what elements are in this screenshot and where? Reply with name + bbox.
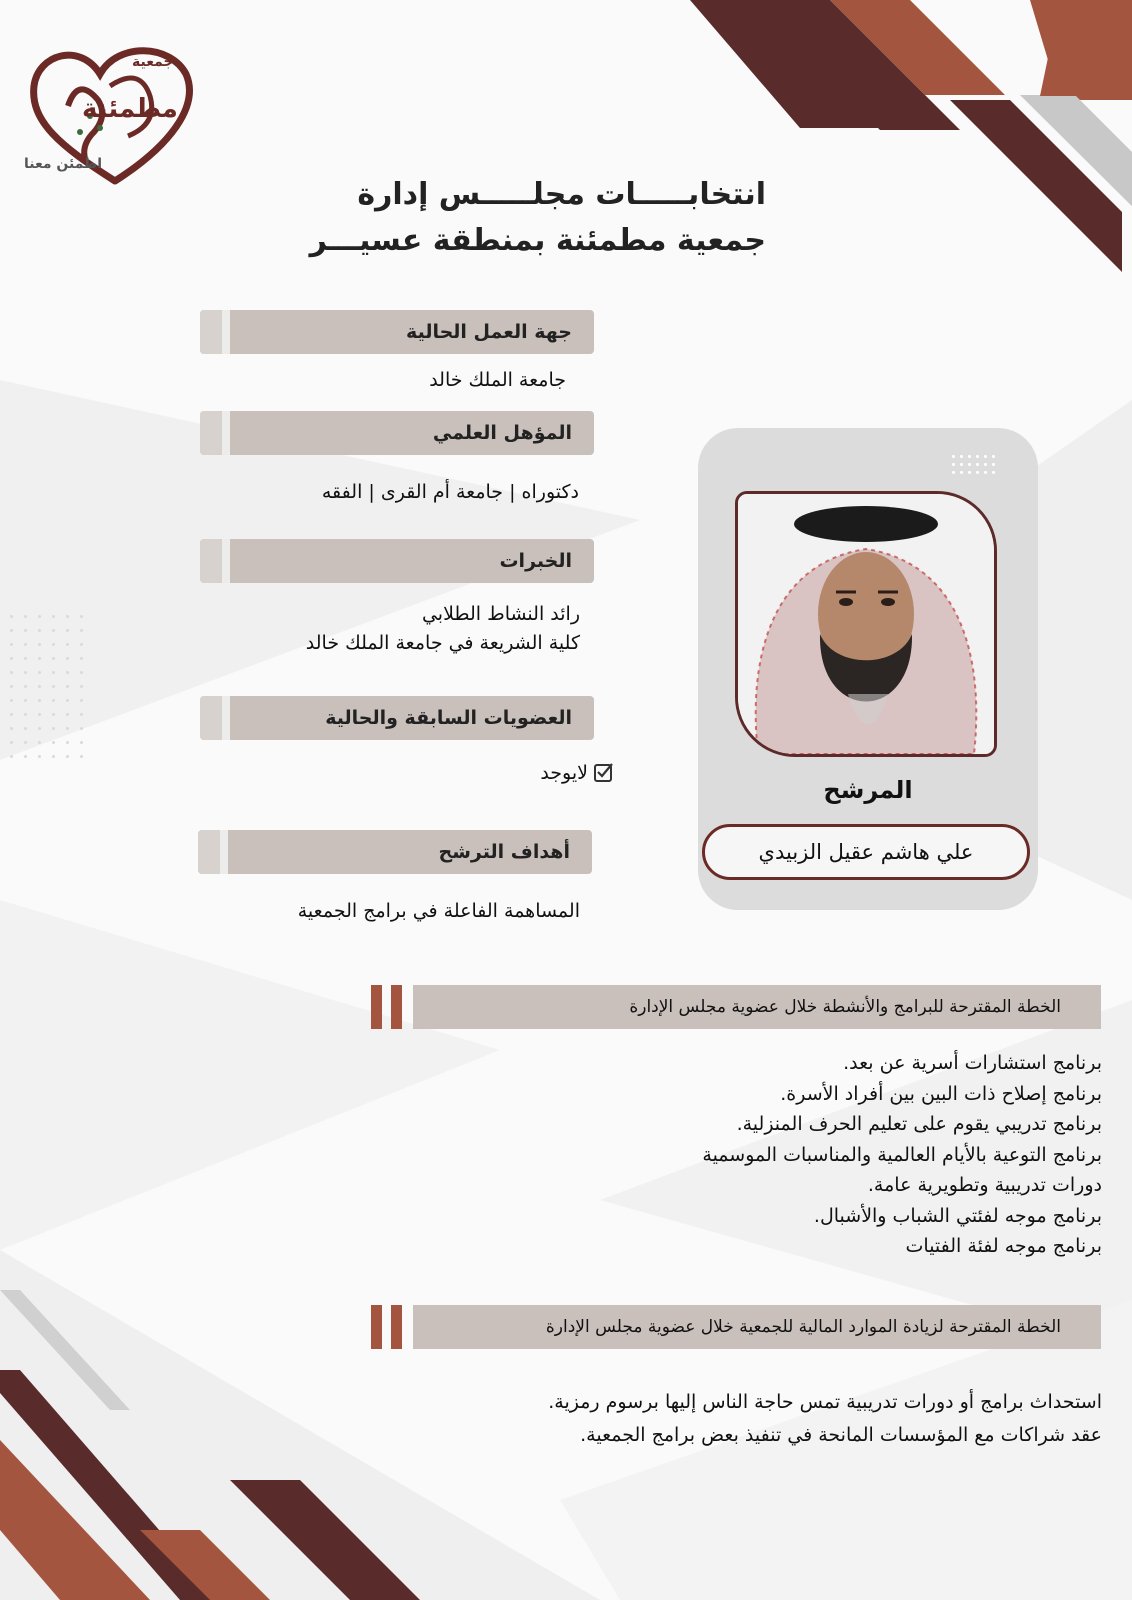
memberships-value — [540, 762, 612, 784]
candidate-name: علي هاشم عقيل الزبيدي — [702, 824, 1030, 880]
page-title-line1: انتخابـــــات مجلـــــس إدارة — [357, 177, 766, 212]
plan-finance-marker-2 — [391, 1305, 402, 1349]
qualification-value: دكتوراه | جامعة أم القرى | الفقه — [321, 481, 579, 503]
candidate-photo — [735, 491, 997, 757]
plan-programs-marker-1 — [371, 985, 382, 1029]
list-item: برنامج تدريبي يقوم على تعليم الحرف المنزلية. — [736, 1113, 1102, 1135]
plan-programs-marker-2 — [391, 985, 402, 1029]
employer-value: جامعة الملك خالد — [429, 369, 566, 391]
section-memberships-label: العضويات السابقة والحالية — [325, 707, 572, 729]
plan-programs-list — [702, 1048, 1102, 1262]
list-item: برنامج موجه لفئتي الشباب والأشبال. — [813, 1204, 1102, 1227]
plan-finance-label: الخطة المقترحة لزيادة الموارد المالية للجمعية خلال عضوية مجلس الإدارة — [545, 1317, 1061, 1337]
list-item: برنامج موجه لفئة الفتيات — [905, 1235, 1102, 1257]
dot-pattern-left — [10, 615, 94, 769]
list-item: دورات تدريبية وتطويرية عامة. — [867, 1174, 1102, 1196]
section-employer-label: جهة العمل الحالية — [406, 321, 572, 343]
list-item: استحداث برامج أو دورات تدريبية تمس حاجة الناس إليها برسوم رمزية. — [548, 1391, 1102, 1413]
logo-tagline: اطمئن معنا — [24, 156, 103, 172]
section-goals-label: أهداف الترشح — [438, 841, 570, 863]
list-item: برنامج إصلاح ذات البين بين أفراد الأسرة. — [780, 1082, 1102, 1105]
plan-programs-label: الخطة المقترحة للبرامج والأنشطة خلال عضوية مجلس الإدارة — [629, 997, 1061, 1017]
plan-programs-header — [413, 985, 1101, 1029]
logo — [20, 36, 200, 186]
list-item: عقد شراكات مع المؤسسات المانحة في تنفيذ بعض برامج الجمعية. — [580, 1424, 1102, 1446]
section-qualification-header — [200, 411, 594, 455]
candidate-role-label: المرشح — [823, 776, 913, 804]
plan-finance-marker-1 — [371, 1305, 382, 1349]
section-experience-label: الخبرات — [499, 550, 572, 572]
section-qualification-label: المؤهل العلمي — [432, 422, 572, 444]
section-employer-header — [200, 310, 594, 354]
dot-pattern-card — [952, 455, 1000, 479]
logo-name: مطمئنة — [82, 94, 178, 124]
goals-value: المساهمة الفاعلة في برامج الجمعية — [297, 900, 580, 922]
memberships-value-text: لايوجد — [540, 762, 588, 784]
check-box-icon — [594, 764, 612, 782]
section-memberships-header — [200, 696, 594, 740]
page-title-line2: جمعية مطمئنة بمنطقة عسيـــر — [309, 223, 766, 258]
list-item: برنامج التوعية بالأيام العالمية والمناسبات الموسمية — [702, 1143, 1102, 1166]
person-photo-icon — [738, 494, 994, 754]
logo-top-word: جمعية — [132, 54, 174, 70]
section-goals-header — [198, 830, 592, 874]
list-item: برنامج استشارات أسرية عن بعد. — [843, 1052, 1102, 1074]
plan-finance-list — [548, 1386, 1102, 1452]
section-experience-header — [200, 539, 594, 583]
experience-value-line2: كلية الشريعة في جامعة الملك خالد — [305, 632, 580, 654]
plan-finance-header — [413, 1305, 1101, 1349]
experience-value-line1: رائد النشاط الطلابي — [421, 603, 580, 625]
